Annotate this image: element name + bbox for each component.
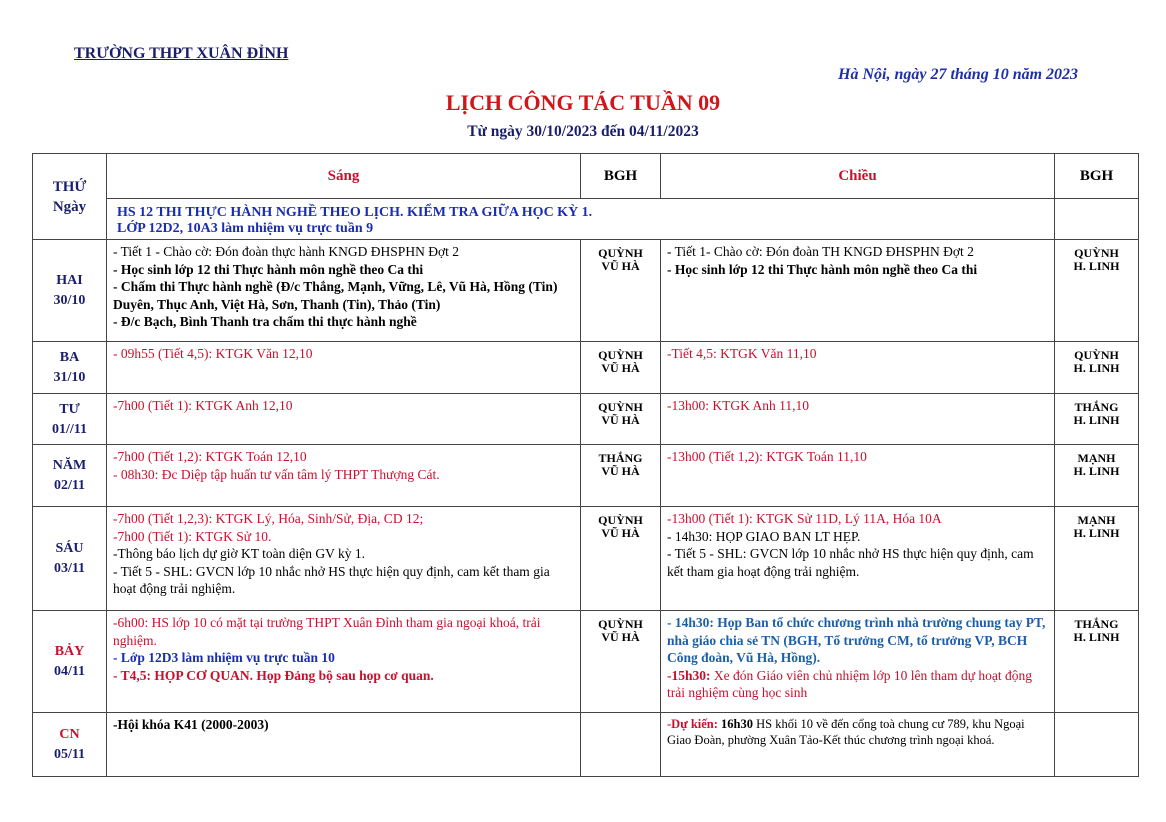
- morning-cell: - 09h55 (Tiết 4,5): KTGK Văn 12,10: [107, 342, 581, 394]
- table-row: TƯ 01//11 -7h00 (Tiết 1): KTGK Anh 12,10 QUỲNH VŨ HÀ -13h00: KTGK Anh 11,10 THẮNG H. LINH: [33, 394, 1139, 445]
- morning-cell: -7h00 (Tiết 1): KTGK Anh 12,10: [107, 394, 581, 445]
- table-row: SÁU 03/11 -7h00 (Tiết 1,2,3): KTGK Lý, Hóa, Sinh/Sử, Địa, CD 12; -7h00 (Tiết 1): KTGK Sử 10. -Thông báo lịch dự giờ KT toàn diện GV kỳ 1. - Tiết 5 - SHL: GVCN lớp 10 nhắc nhở HS thực hiện quy định, cam kết tham gia hoạt động trải nghiệm. QUỲNH VŨ HÀ -13h00 (Tiết 1): KTGK Sử 11D, Lý 11A, Hóa 10A - 14h30: HỌP GIAO BAN LT HẸP. - Tiết 5 - SHL: GVCN lớp 10 nhắc nhở HS thực hiện quy định, cam kết tham gia hoạt động trải nghiệm. MẠNH H. LINH: [33, 507, 1139, 611]
- note-row: [33, 199, 1139, 240]
- bgh-header-1: BGH: [581, 154, 661, 199]
- week-note: HS 12 THI THỰC HÀNH NGHỀ THEO LỊCH. KIỂM TRA GIỮA HỌC KỲ 1. LỚP 12D2, 10A3 làm nhiệm vụ trực tuần 9: [107, 199, 1055, 240]
- day-header: THỨ Ngày: [33, 154, 107, 240]
- afternoon-cell: -Dự kiến: 16h30 HS khối 10 về đến cổng toà chung cư 789, khu Ngoại Giao Đoàn, phường Xuân Tảo-Kết thúc chương trình ngoại khoá.: [661, 713, 1055, 777]
- bgh-header-2: BGH: [1055, 154, 1139, 199]
- header-row: [33, 154, 1139, 199]
- afternoon-header: Chiều: [661, 154, 1055, 199]
- morning-header: Sáng: [107, 154, 581, 199]
- table-row: BẢY 04/11 -6h00: HS lớp 10 có mặt tại trường THPT Xuân Đỉnh tham gia ngoại khoá, trải nghiệm. - Lớp 12D3 làm nhiệm vụ trực tuần 10 - T4,5: HỌP CƠ QUAN. Họp Đảng bộ sau họp cơ quan. QUỲNH VŨ HÀ - 14h30: Họp Ban tổ chức chương trình nhà trường chung tay PT, nhà giáo chia sẻ TN (BGH, Tổ trưởng CM, tổ trưởng VP, BCH Công đoàn, Vũ Hà, Hồng). -15h30: Xe đón Giáo viên chủ nhiệm lớp 10 lên tham dự hoạt động trải nghiệm cùng học sinh THẮNG H. LINH: [33, 611, 1139, 713]
- document-date: Hà Nội, ngày 27 tháng 10 năm 2023: [838, 66, 1079, 83]
- morning-cell: -7h00 (Tiết 1,2): KTGK Toán 12,10 - 08h30: Đc Diệp tập huấn tư vấn tâm lý THPT Thượng Cát.: [107, 445, 581, 507]
- page-title: LỊCH CÔNG TÁC TUẦN 09: [445, 90, 721, 115]
- school-name: TRƯỜNG THPT XUÂN ĐỈNH: [74, 45, 289, 62]
- afternoon-cell: -Tiết 4,5: KTGK Văn 11,10: [661, 342, 1055, 394]
- afternoon-cell: -13h00: KTGK Anh 11,10: [661, 394, 1055, 445]
- morning-cell: -Hội khóa K41 (2000-2003): [107, 713, 581, 777]
- date-range: Từ ngày 30/10/2023 đến 04/11/2023: [467, 123, 699, 140]
- morning-cell: - Tiết 1 - Chào cờ: Đón đoàn thực hành KNGD ĐHSPHN Đợt 2 - Học sinh lớp 12 thi Thực hành môn nghề theo Ca thi - Chấm thi Thực hành nghề (Đ/c Thắng, Mạnh, Vững, Lê, Vũ Hà, Hồng (Tin) Duyên, Thục Anh, Việt Hà, Sơn, Thanh (Tin), Thảo (Tin) - Đ/c Bạch, Bình Thanh tra chấm thi thực hành nghề: [107, 240, 581, 342]
- afternoon-cell: -13h00 (Tiết 1): KTGK Sử 11D, Lý 11A, Hóa 10A - 14h30: HỌP GIAO BAN LT HẸP. - Tiết 5 - SHL: GVCN lớp 10 nhắc nhở HS thực hiện quy định, cam kết tham gia hoạt động trải nghiệm.: [661, 507, 1055, 611]
- table-row: BA 31/10 - 09h55 (Tiết 4,5): KTGK Văn 12,10 QUỲNH VŨ HÀ -Tiết 4,5: KTGK Văn 11,10 QUỲNH H. LINH: [33, 342, 1139, 394]
- morning-cell: -7h00 (Tiết 1,2,3): KTGK Lý, Hóa, Sinh/Sử, Địa, CD 12; -7h00 (Tiết 1): KTGK Sử 10. -Thông báo lịch dự giờ KT toàn diện GV kỳ 1. - Tiết 5 - SHL: GVCN lớp 10 nhắc nhở HS thực hiện quy định, cam kết tham gia hoạt động trải nghiệm.: [107, 507, 581, 611]
- schedule-table: [32, 153, 1139, 777]
- table-row: HAI 30/10 - Tiết 1 - Chào cờ: Đón đoàn thực hành KNGD ĐHSPHN Đợt 2 - Học sinh lớp 12 thi Thực hành môn nghề theo Ca thi - Chấm thi Thực hành nghề (Đ/c Thắng, Mạnh, Vững, Lê, Vũ Hà, Hồng (Tin) Duyên, Thục Anh, Việt Hà, Sơn, Thanh (Tin), Thảo (Tin) - Đ/c Bạch, Bình Thanh tra chấm thi thực hành nghề QUỲNH VŨ HÀ - Tiết 1- Chào cờ: Đón đoàn TH KNGD ĐHSPHN Đợt 2 - Học sinh lớp 12 thi Thực hành môn nghề theo Ca thi QUỲNH H. LINH: [33, 240, 1139, 342]
- afternoon-cell: - 14h30: Họp Ban tổ chức chương trình nhà trường chung tay PT, nhà giáo chia sẻ TN (BGH, Tổ trưởng CM, tổ trưởng VP, BCH Công đoàn, Vũ Hà, Hồng). -15h30: Xe đón Giáo viên chủ nhiệm lớp 10 lên tham dự hoạt động trải nghiệm cùng học sinh: [661, 611, 1055, 713]
- afternoon-cell: - Tiết 1- Chào cờ: Đón đoàn TH KNGD ĐHSPHN Đợt 2 - Học sinh lớp 12 thi Thực hành môn nghề theo Ca thi: [661, 240, 1055, 342]
- table-row: NĂM 02/11 -7h00 (Tiết 1,2): KTGK Toán 12,10 - 08h30: Đc Diệp tập huấn tư vấn tâm lý THPT Thượng Cát. THẮNG VŨ HÀ -13h00 (Tiết 1,2): KTGK Toán 11,10 MẠNH H. LINH: [33, 445, 1139, 507]
- morning-cell: -6h00: HS lớp 10 có mặt tại trường THPT Xuân Đỉnh tham gia ngoại khoá, trải nghiệm. - Lớp 12D3 làm nhiệm vụ trực tuần 10 - T4,5: HỌP CƠ QUAN. Họp Đảng bộ sau họp cơ quan.: [107, 611, 581, 713]
- afternoon-cell: -13h00 (Tiết 1,2): KTGK Toán 11,10: [661, 445, 1055, 507]
- table-row: CN 05/11 -Hội khóa K41 (2000-2003) -Dự kiến: 16h30 HS khối 10 về đến cổng toà chung cư 789, khu Ngoại Giao Đoàn, phường Xuân Tảo-Kết thúc chương trình ngoại khoá.: [33, 713, 1139, 777]
